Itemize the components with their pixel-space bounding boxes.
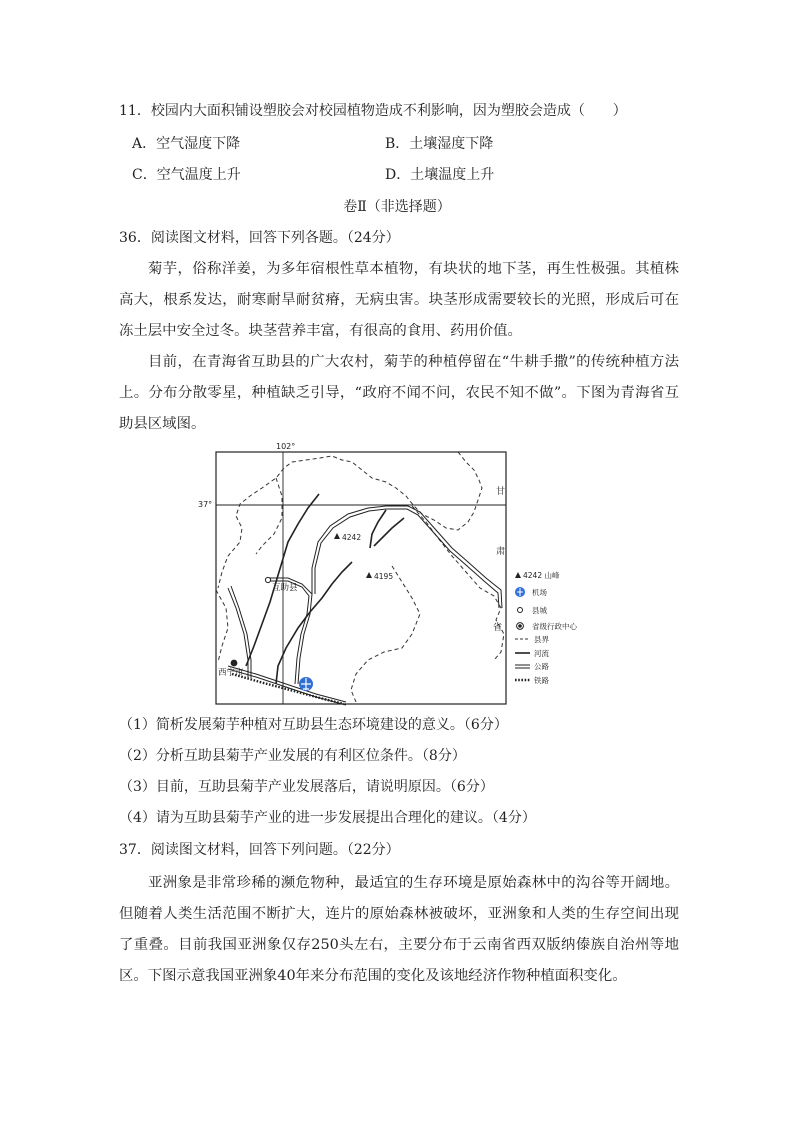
q11-option-c: C．空气温度上升 xyxy=(132,167,241,183)
legend-county-label: 县城 xyxy=(532,606,547,615)
legend-boundary-label: 县界 xyxy=(534,635,549,644)
q11-option-b: B．土壤湿度下降 xyxy=(385,136,494,152)
longitude-label: 102° xyxy=(276,442,296,451)
county-label: 互助县 xyxy=(272,583,298,593)
county-boundary xyxy=(216,452,504,702)
q37-para1: 亚洲象是非常珍稀的濒危物种，最适宜的生存环境是原始森林中的沟谷等开阔地。但随着人类生活范围不断扩大，连片的原始森林被破坏，亚洲象和人类的生存空间出现了重叠。目前我国亚洲象仅存250头左右，主要分布于云南省西双版纳傣族自治州等地区。下图示意我国亚洲象40年来分布范围的变化及该地经济作物种植面积变化。 xyxy=(119,875,679,984)
legend-peak-icon xyxy=(515,572,521,578)
province-char-2: 肃 xyxy=(496,547,506,557)
legend-river-label: 河流 xyxy=(534,649,549,658)
county-seat-icon xyxy=(265,577,270,582)
q36-question-1: （1）简析发展菊芋种植对互助县生态环境建设的意义。（6分） xyxy=(119,717,508,733)
map-frame xyxy=(216,452,506,704)
q36-question-4: （4）请为互助县菊芋产业的进一步发展提出合理化的建议。（4分） xyxy=(119,810,536,826)
legend-road-label: 公路 xyxy=(534,662,549,671)
q36-stem: 36．阅读图文材料，回答下列各题。（24分） xyxy=(119,230,400,246)
legend-county-icon xyxy=(518,608,523,613)
province-char-1: 甘 xyxy=(496,487,506,497)
q11-stem: 11．校园内大面积铺设塑胶会对校园植物造成不利影响，因为塑胶会造成（ ） xyxy=(119,103,627,119)
capital-icon xyxy=(231,660,238,667)
peak-icon-4242 xyxy=(334,533,340,539)
legend-capital-label: 省级行政中心 xyxy=(532,622,577,631)
peak-label-4195: 4195 xyxy=(374,572,394,581)
latitude-label: 37° xyxy=(198,500,213,509)
legend-peak-label: 4242 山峰 xyxy=(523,571,560,580)
q36-question-2: （2）分析互助县菊芋产业发展的有利区位条件。（8分） xyxy=(119,748,466,764)
q36-question-3: （3）目前，互助县菊芋产业发展落后，请说明原因。（6分） xyxy=(119,779,494,795)
peak-label-4242: 4242 xyxy=(342,533,362,542)
q11-option-d: D．土壤温度上升 xyxy=(385,167,495,183)
map-legend xyxy=(515,570,577,685)
peak-icon-4195 xyxy=(366,572,372,578)
q36-para2: 目前，在青海省互助县的广大农村，菊芋的种植停留在“牛耕手撒”的传统种植方法上。分布分散零星，种植缺乏引导，“政府不闻不问，农民不知不做”。下图为青海省互助县区域图。 xyxy=(119,354,679,432)
q11-option-a: A．空气湿度下降 xyxy=(132,136,241,152)
legend-airport-label: 机场 xyxy=(532,588,547,597)
legend-railway-label: 铁路 xyxy=(534,676,549,685)
capital-label: 西宁市 xyxy=(218,668,244,678)
q36-para1: 菊芋，俗称洋姜，为多年宿根性草本植物，有块状的地下茎，再生性极强。其植株高大，根系发达，耐寒耐旱耐贫瘠，无病虫害。块茎形成需要较长的光照，形成后可在冻土层中安全过冬。块茎营养丰富，有很高的食用、药用价值。 xyxy=(119,261,679,339)
huzhu-county-map xyxy=(196,438,602,708)
q37-stem: 37．阅读图文材料，回答下列问题。（22分） xyxy=(119,842,400,858)
section-title: 卷Ⅱ（非选择题） xyxy=(343,199,451,215)
rivers xyxy=(246,494,404,684)
province-char-3: 省 xyxy=(493,623,503,633)
